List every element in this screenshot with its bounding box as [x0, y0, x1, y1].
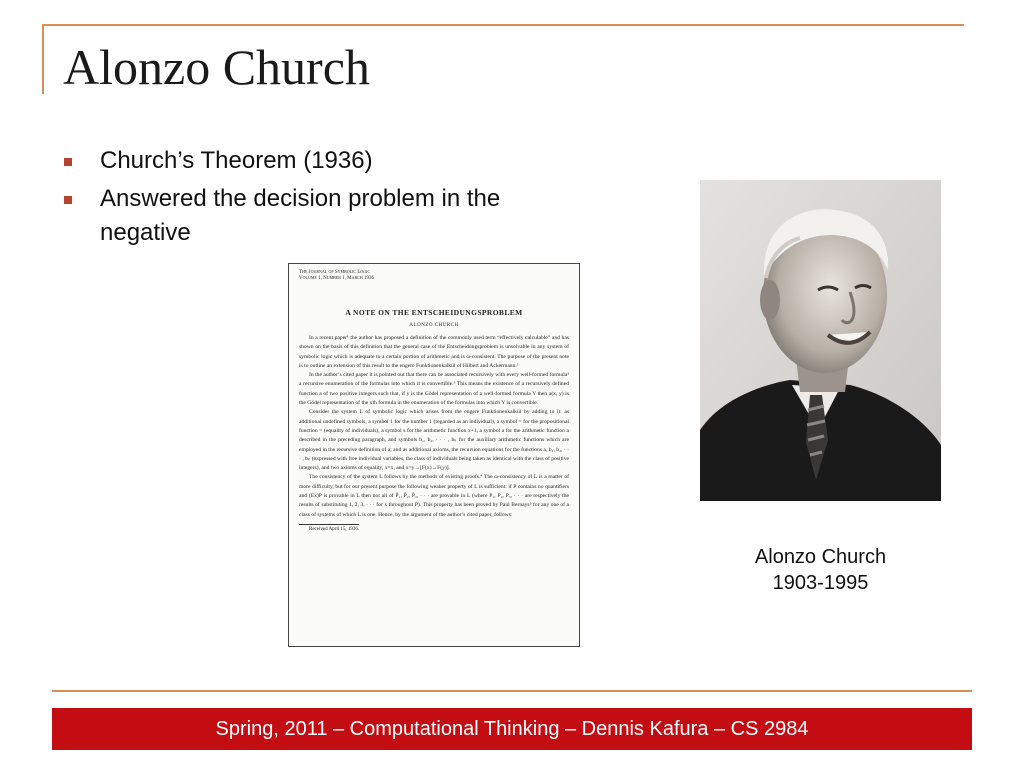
square-bullet-icon	[64, 158, 72, 166]
portrait-photo	[700, 180, 941, 501]
paper-paragraph: Consider the system L of symbolic logic which arises from the engere Funktionenkalkül by adding to it: as additional undefined symbols, a symbol 1 for the number 1 (regarded as an individual), a symbol = for the propositional function = (equality of individuals), a symbol s for the arithmetic function x+1, a symbol a for the arithmetic function a described in the preceding paragraph, and symbols b₁, b₂, · · · , bₖ for the auxiliary arithmetic functions which are employed in the recursive definition of a; and as additional axioms, the recursion equations for the functions a, b₁, b₂, · · · , bₖ (expressed with free individual variables, the class of individuals being taken as identical with the class of positive integers), and two axioms of equality, x=x, and x=y→[F(x)→F(y)].	[299, 409, 569, 472]
bullet-text: Answered the decision problem in the negative	[100, 185, 501, 246]
portrait-illustration	[700, 180, 941, 501]
title-frame-left-line	[42, 24, 44, 94]
slide-title: Alonzo Church	[63, 39, 370, 95]
paper-paragraph: In a recent paper¹ the author has proposed a definition of the commonly used term “effectively calculable” and has shown on the basis of this definition that the general case of the Entscheidungsproblem is unsolvable in any system of symbolic logic which is adequate to a certain portion of arithmetic and is ω-consistent. The purpose of the present note is to outline an extension of this result to the engere Funktionenkalkül of Hilbert and Ackermann.²	[299, 335, 569, 369]
bullet-item	[62, 182, 592, 250]
footer-bar	[52, 708, 972, 750]
bullet-item	[62, 144, 592, 178]
photo-caption	[700, 544, 941, 596]
caption-name: Alonzo Church	[754, 546, 887, 568]
paper-title: A NOTE ON THE ENTSCHEIDUNGSPROBLEM	[345, 308, 523, 317]
paper-paragraph: The consistency of the system L follows by the methods of existing proofs.⁴ The ω-consistency of L is a matter of more difficulty, but for our present purpose the following weaker property of L is sufficient: if P contains no quantifiers and (Ex)P is provable in L then not all of P̄₁, P̄₂, P̄₃, · · · are provable in L (where P₁, P₂, P₃, · · · are respectively the results of substituting 1, 2, 3, · · · for x throughout P). This property has been proved by Paul Bernays⁵ for any one of a class of systems of which L is one. Hence, by the argument of the author’s cited paper, follows:	[299, 474, 569, 518]
paper-paragraph: In the author’s cited paper it is pointed out that there can be associated recursively with every well-formed formula³ a recursive enumeration of the formulas into which it is convertible.³ This means the existence of a recursively defined function a of two positive integers such that, if y is the Gödel representation of a well-formed formula Y then a(x, y) is the Gödel representation of the xth formula in the enumeration of the formulas into which Y is convertible.	[299, 372, 569, 407]
bullet-list	[62, 144, 592, 254]
paper-body	[299, 334, 569, 520]
footer-text: Spring, 2011 – Computational Thinking – Dennis Kafura – CS 2984	[215, 718, 809, 740]
title-frame-top-line	[42, 24, 964, 26]
square-bullet-icon	[64, 196, 72, 204]
paper-received-date: Received April 15, 1936.	[309, 526, 360, 532]
caption-years: 1903-1995	[772, 572, 869, 594]
paper-author: ALONZO CHURCH	[409, 323, 459, 328]
footer-divider-line	[52, 690, 972, 692]
bullet-text: Church’s Theorem (1936)	[100, 147, 373, 174]
paper-footnote-rule	[299, 524, 359, 525]
journal-page-image	[288, 263, 580, 647]
journal-name: The Journal of Symbolic Logic	[299, 270, 371, 275]
journal-volume: Volume 1, Number 1, March 1936	[299, 276, 374, 281]
